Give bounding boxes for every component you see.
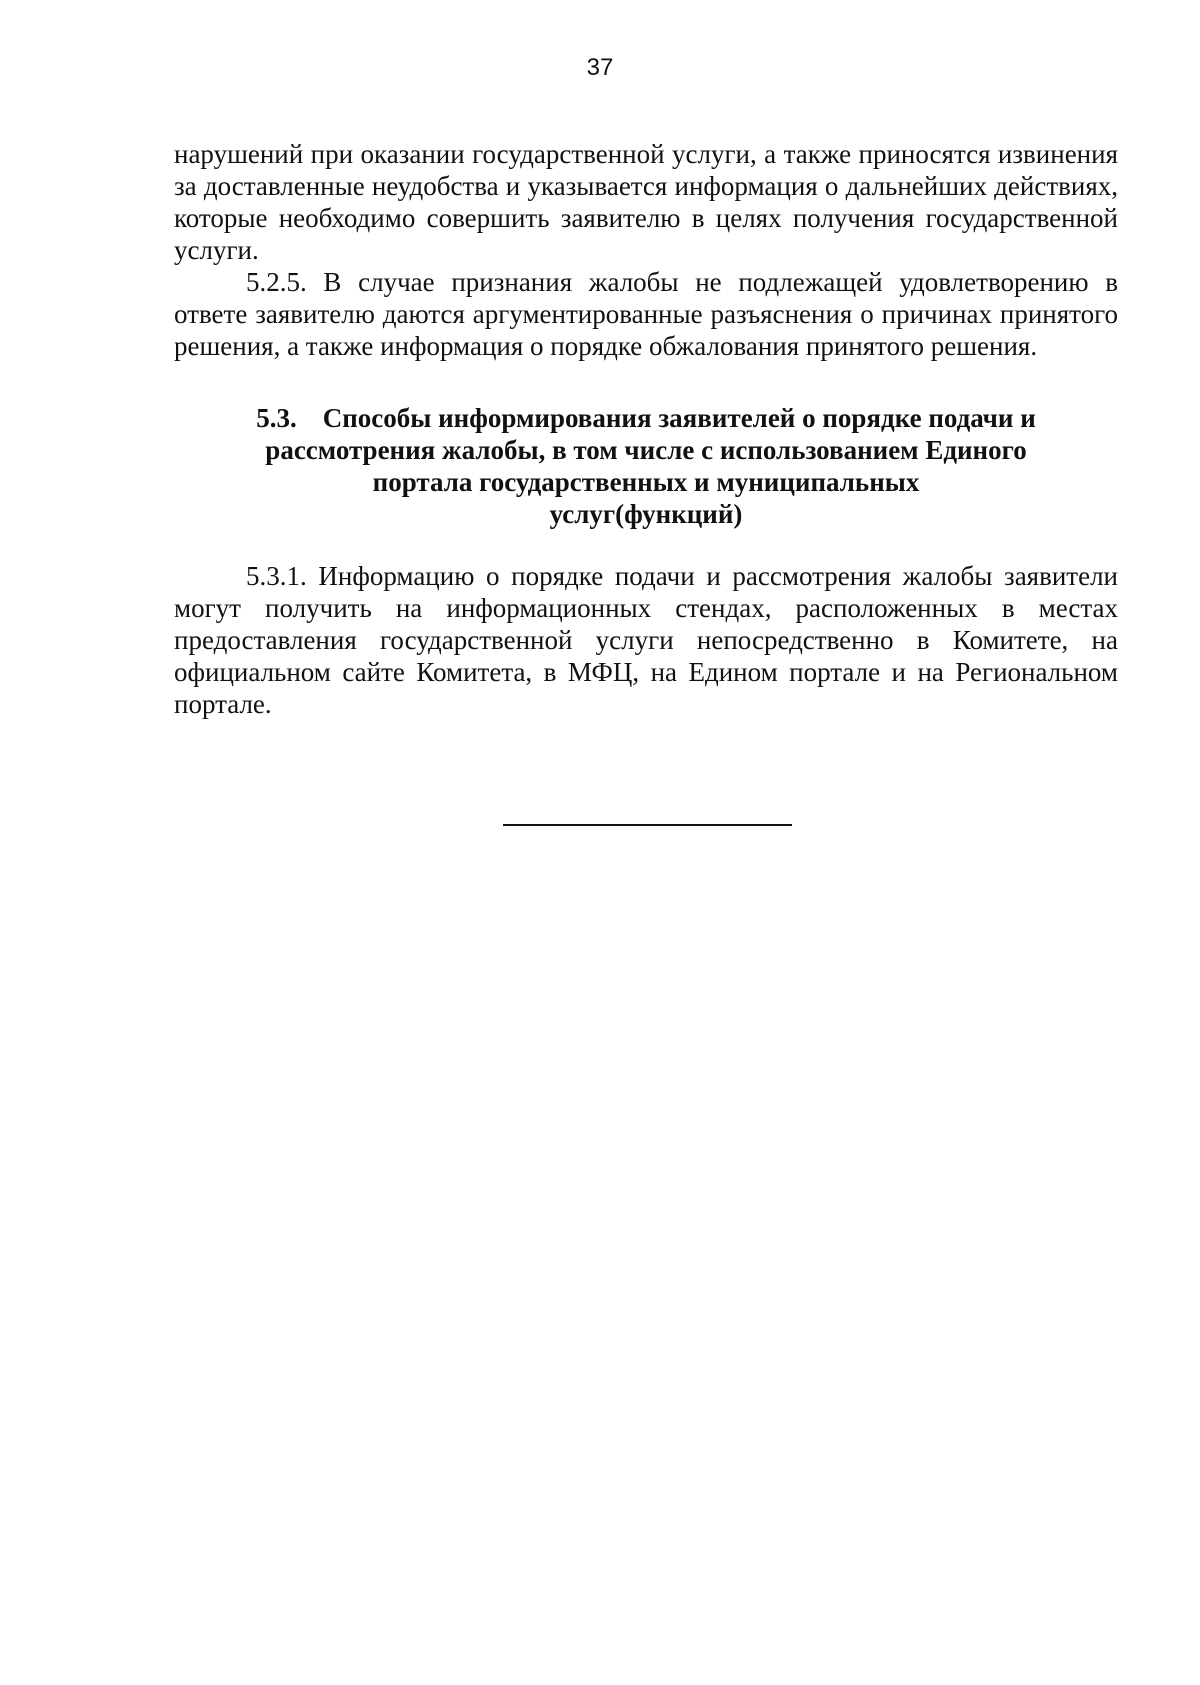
section-title-part-1: Способы информирования заявителей о порядке подачи и — [322, 403, 1036, 433]
paragraph-continuation: нарушений при оказании государственной услуги, а также приносятся извинения за доставленные неудобства и указывается информация о дальнейших действиях, которые необходимо совершить заявителю в целях получения государственной услуги. — [174, 139, 1118, 265]
paragraph-5-2-5: 5.2.5. В случае признания жалобы не подлежащей удовлетворению в ответе заявителю даются аргументированные разъяснения о причинах принятого решения, а также информация о порядке обжалования принятого решения. — [174, 267, 1118, 361]
page-number: 37 — [586, 54, 614, 81]
section-heading-line-2: рассмотрения жалобы, в том числе с использованием Единого — [265, 435, 1027, 465]
section-heading-line-4: услуг(функций) — [549, 499, 743, 529]
section-heading-5-3 — [174, 402, 1118, 530]
document-body — [174, 138, 1118, 720]
paragraph-5-3-1: 5.3.1. Информацию о порядке подачи и рассмотрения жалобы заявители могут получить на информационных стендах, расположенных в местах предоставления государственной услуги непосредственно в Комитете, на официальном сайте Комитета, в МФЦ, на Едином портале и на Региональном портале. — [174, 561, 1118, 719]
section-heading-line-3: портала государственных и муниципальных — [372, 467, 920, 497]
end-divider-line — [503, 824, 792, 826]
section-heading-line-1 — [174, 402, 1118, 434]
section-number: 5.3. — [256, 403, 297, 433]
